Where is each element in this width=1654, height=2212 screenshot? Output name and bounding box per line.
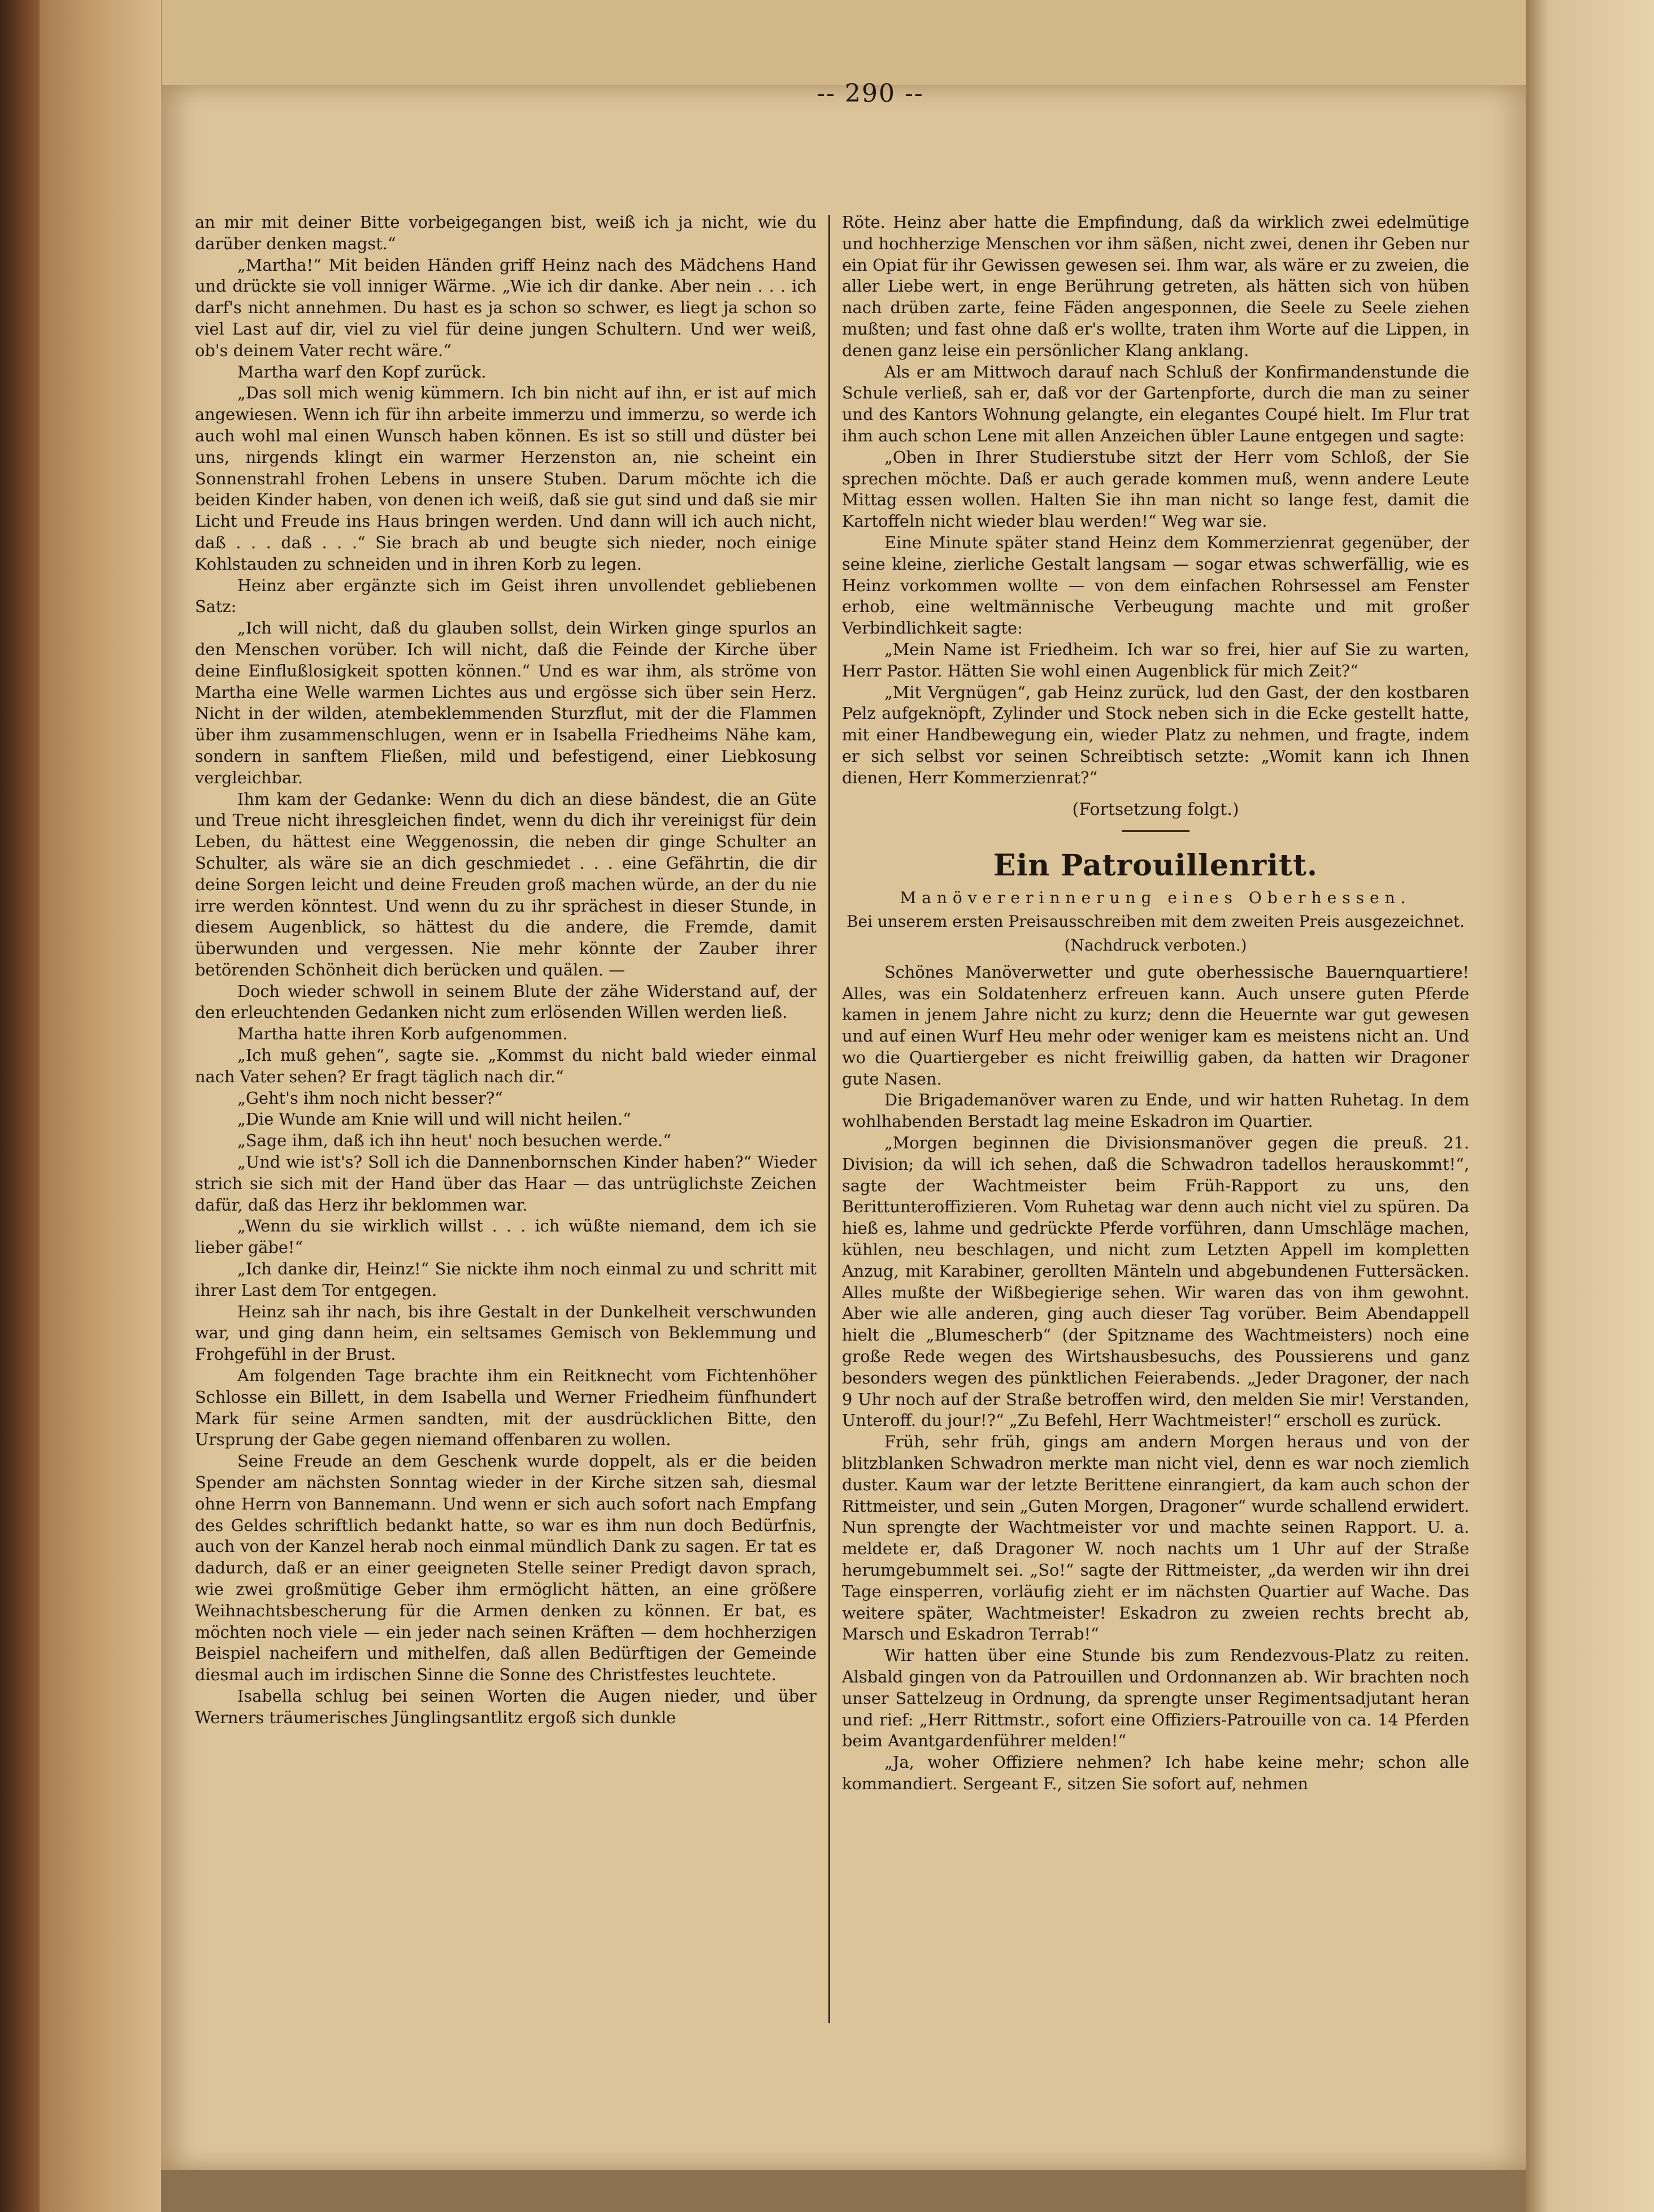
paragraph: Heinz aber ergänzte sich im Geist ihren unvollendet gebliebenen Satz: [195,575,817,617]
paragraph: Martha warf den Kopf zurück. [237,362,487,381]
paragraph: „Oben in Ihrer Studierstube sitzt der Herr vom Schloß, der Sie sprechen möchte. Daß er auch gerade kommen muß, wenn andere Leute Mittag essen wollen. Halten Sie ihn man nicht so lange fest, damit die Kartoffeln nicht wieder blau werden!“ Weg war sie. [842,447,1469,531]
paragraph: „Ich danke dir, Heinz!“ Sie nickte ihm noch einmal zu und schritt mit ihrer Last dem Tor entgegen. [195,1259,817,1300]
page-bottom-edge [161,2170,1526,2212]
paragraph: Schönes Manöverwetter und gute oberhessische Bauernquartiere! Alles, was ein Soldatenherz erfreuen kann. Auch unsere guten Pferde kamen in jenem Jahre nicht zu kurz; denn die Heuernte war gut gewesen und auf einen Wurf Heu mehr oder weniger kam es meistens nicht an. Und wo die Quartiergeber es nicht freiwillig gaben, da hatten wir Dragoner gute Nasen. [842,962,1469,1088]
paragraph: „Martha!“ Mit beiden Händen griff Heinz nach des Mädchens Hand und drückte sie voll inniger Wärme. „Wie ich dir danke. Aber nein . . . ich darf's nicht annehmen. Du hast es ja schon so schwer, es liegt ja schon so viel Last auf dir, viel zu viel für deine jungen Schultern. Und wer weiß, ob's deinem Vater recht wäre.“ [195,255,817,360]
paragraph: Früh, sehr früh, gings am andern Morgen heraus und von der blitzblanken Schwadron merkte man nicht viel, denn es war noch ziemlich duster. Kaum war der letzte Berittene einrangiert, da kam auch schon der Rittmeister, und sein „Guten Morgen, Dragoner“ wurde schallend erwidert. Nun sprengte der Wachtmeister vor und machte seinen Rapport. U. a. meldete er, daß Dragoner W. noch nachts um 1 Uhr auf der Straße herumgebummelt sei. „So!“ sagte der Rittmeister, „da werden wir ihn drei Tage einsperren, vorläufig zieht er im nächsten Quartier auf Wache. Das weitere später, Wachtmeister! Eskadron zu zweien rechts brecht ab, Marsch und Eskadron Terrab!“ [842,1432,1469,1644]
paragraph: „Geht's ihm noch nicht besser?“ [237,1088,503,1108]
paragraph: „Mein Name ist Friedheim. Ich war so frei, hier auf Sie zu warten, Herr Pastor. Hätten Sie wohl einen Augenblick für mich Zeit?“ [842,639,1469,680]
paragraph: Ihm kam der Gedanke: Wenn du dich an diese bändest, die an Güte und Treue nicht ihresgleichen findet, wenn du dich ihr vereinigst für dein Leben, du hättest eine Weggenossin, die neben dir ginge Schulter an Schulter, als wäre sie an dich geschmiedet . . . eine Gefährtin, die dir deine Sorgen leicht und deine Freuden groß machen würde, an der du nie irre werden könntest. Und wenn du zu ihr sprächest in dieser Stunde, in diesem Augenblick, so hättest du die andere, die Fremde, damit überwunden und vergessen. Nie mehr könnte der Zauber ihrer betörenden Schönheit dich berücken und quälen. — [195,789,817,979]
paragraph: Röte. Heinz aber hatte die Empfindung, daß da wirklich zwei edelmütige und hochherzige Menschen vor ihm säßen, nicht zwei, denen ihr Geben nur ein Opiat für ihr Gewissen gewesen sei. Ihm war, als wäre er zu zweien, die aller Liebe wert, in enge Berührung getreten, als hätten sich von hüben nach drüben zarte, feine Fäden angesponnen, die Seele zu Seele ziehen mußten; und fast ohne daß er's wollte, traten ihm Worte auf die Lippen, in denen ganz leise ein persönlicher Klang anklang. [842,212,1469,360]
paragraph: Eine Minute später stand Heinz dem Kommerzienrat gegenüber, der seine kleine, zierliche Gestalt langsam — sogar etwas schwerfällig, wie es Heinz vorkommen wollte — von dem einfachen Rohrsessel am Fenster erhob, eine weltmännische Verbeugung machte und mit großer Verbindlichkeit sagte: [842,532,1469,638]
article-title: Ein Patrouillenritt. [993,848,1318,883]
page-number: -- 290 -- [817,79,924,108]
paragraph: „Das soll mich wenig kümmern. Ich bin nicht auf ihn, er ist auf mich angewiesen. Wenn ich für ihn arbeite immerzu und immerzu, so werde ich auch wohl mal einen Wunsch haben können. Es ist so still und düster bei uns, nirgends klingt ein warmer Herzenston an, nie scheint ein Sonnenstrahl frohen Lebens in unsere Stuben. Darum möchte ich die beiden Kinder haben, von denen ich weiß, daß sie gut sind und daß sie mir Licht und Freude ins Haus bringen werden. Und dann will ich auch nicht, daß . . . daß . . .“ Sie brach ab und beugte sich nieder, noch einige Kohlstauden zu schneiden und in ihren Korb zu legen. [195,383,817,574]
paragraph: „Ja, woher Offiziere nehmen? Ich habe keine mehr; schon alle kommandiert. Sergeant F., sitzen Sie sofort auf, nehmen [842,1753,1469,1793]
paragraph: Doch wieder schwoll in seinem Blute der zähe Widerstand auf, der den erleuchtenden Gedanken nicht zum erlösenden Willen werden ließ. [195,981,817,1022]
next-page-edge [1526,0,1654,2212]
paragraph: „Mit Vergnügen“, gab Heinz zurück, lud den Gast, der den kostbaren Pelz aufgeknöpft, Zylinder und Stock neben sich in die Ecke gestellt hatte, mit einer Handbewegung ein, wieder Platz zu nehmen, und fragte, indem er sich selbst vor seinen Schreibtisch setzte: „Womit kann ich Ihnen dienen, Herr Kommerzienrat?“ [842,682,1469,787]
article-body [842,962,1469,1795]
paragraph: an mir mit deiner Bitte vorbeigegangen bist, weiß ich ja nicht, wie du darüber denken magst.“ [195,212,817,253]
paragraph: Martha hatte ihren Korb aufgenommen. [237,1024,568,1044]
novel-continuation-text [842,212,1469,789]
paragraph: „Wenn du sie wirklich willst . . . ich wüßte niemand, dem ich sie lieber gäbe!“ [195,1216,817,1257]
left-column [195,212,817,1729]
paragraph: „Morgen beginnen die Divisionsmanöver gegen die preuß. 21. Division; da will ich sehen, daß die Schwadron tadellos herauskommt!“, sagte der Wachtmeister beim Früh-Rapport zu uns, den Berittunteroffizieren. Vom Ruhetag war denn auch nicht viel zu spüren. Da hieß es, lahme und gedrückte Pferde vorführen, dann Umschläge machen, kühlen, neu beschlagen, und nicht zum Letzten Appell im kompletten Anzug, mit Karabiner, gerollten Mänteln und abgebundenen Futtersäcken. Alles mußte der Wißbegierige sehen. Wir waren das von ihm gewohnt. Aber wie alle anderen, ging auch dieser Tag vorüber. Beim Abendappell hielt die „Blumescherb“ (der Spitzname des Wachtmeisters) noch eine große Rede wegen des Wirtshausbesuchs, des Poussierens und ganz besonders wegen des pünktlichen Feierabends. „Jeder Dragoner, der nach 9 Uhr noch auf der Straße betroffen wird, den melden Sie mir! Verstanden, Unteroff. du jour!?“ „Zu Befehl, Herr Wachtmeister!“ erscholl es zurück. [842,1133,1469,1430]
continuation-note: (Fortsetzung folgt.) [1072,799,1239,819]
right-column [842,212,1469,1795]
reprint-note: (Nachdruck verboten.) [1064,935,1247,955]
paragraph: Heinz sah ihr nach, bis ihre Gestalt in der Dunkelheit verschwunden war, und ging dann heim, ein seltsames Gemisch von Beklemmung und Frohgefühl in der Brust. [195,1302,817,1364]
paragraph: „Die Wunde am Knie will und will nicht heilen.“ [237,1109,631,1129]
previous-page-edge [40,0,162,2212]
article-subtitle: Manövererinnerung eines Oberhessen. [900,888,1412,908]
paragraph: Wir hatten über eine Stunde bis zum Rendezvous-Platz zu reiten. Alsbald gingen von da Patrouillen und Ordonnanzen ab. Wir brachten noch unser Sattelzeug in Ordnung, da sprengte unser Regimentsadjutant heran und rief: „Herr Rittmstr., sofort eine Offiziers-Patrouille von ca. 14 Pferden beim Avantgardenführer melden!“ [842,1646,1469,1751]
paragraph: „Ich will nicht, daß du glauben sollst, dein Wirken ginge spurlos an den Menschen vorüber. Ich will nicht, daß die Feinde der Kirche über deine Einflußlosigkeit spotten können.“ Und es war ihm, als ströme von Martha eine Welle warmen Lichtes aus und ergösse sich über sein Herz. Nicht in der wilden, atembeklemmenden Sturzflut, mit der die Flammen über ihm zusammenschlugen, wenn er in Isabella Friedheims Nähe kam, sondern in sanftem Fließen, mild und befestigend, einer Liebkosung vergleichbar. [195,618,817,787]
paragraph: „Ich muß gehen“, sagte sie. „Kommst du nicht bald wieder einmal nach Vater sehen? Er fragt täglich nach dir.“ [195,1046,817,1086]
book-binding [0,0,40,2212]
paragraph: Am folgenden Tage brachte ihm ein Reitknecht vom Fichtenhöher Schlosse ein Billett, in dem Isabella und Werner Friedheim fünfhundert Mark für seine Armen sandten, mit der ausdrücklichen Bitte, den Ursprung der Gabe gegen niemand offenbaren zu wollen. [195,1366,817,1450]
column-divider [828,215,830,2023]
paragraph: Als er am Mittwoch darauf nach Schluß der Konfirmandenstunde die Schule verließ, sah er, daß vor der Gartenpforte, durch die man zu seiner und des Kantors Wohnung gelangte, ein elegantes Coupé hielt. Im Flur trat ihm auch schon Lene mit allen Anzeichen übler Laune entgegen und sagte: [842,362,1469,445]
prize-note: Bei unserem ersten Preisausschreiben mit dem zweiten Preis ausgezeichnet. [846,912,1465,931]
paragraph: „Und wie ist's? Soll ich die Dannenbornschen Kinder haben?“ Wieder strich sie sich mit der Hand über das Haar — das untrüglichste Zeichen dafür, daß das Herz ihr beklommen war. [195,1152,817,1215]
paragraph: Die Brigademanöver waren zu Ende, und wir hatten Ruhetag. In dem wohlhabenden Berstadt lag meine Eskadron im Quartier. [842,1090,1469,1131]
section-rule [1122,830,1190,832]
paragraph: „Sage ihm, daß ich ihn heut' noch besuchen werde.“ [237,1131,671,1151]
paragraph: Seine Freude an dem Geschenk wurde doppelt, als er die beiden Spender am nächsten Sonntag wieder in der Kirche sitzen sah, diesmal ohne Herrn von Bannemann. Und wenn er sich auch sofort nach Empfang des Geldes schriftlich bedankt hatte, so war es ihm nun doch Bedürfnis, auch von der Kanzel herab noch einmal mündlich Dank zu sagen. Er tat es dadurch, daß er an einer geeigneten Stelle seiner Predigt davon sprach, wie zwei großmütige Geber ihm ermöglicht hätten, an eine größere Weihnachtsbescherung für die Armen denken zu können. Er bat, es möchten noch viele — ein jeder nach seinen Kräften — dem hochherzigen Beispiel nacheifern und mithelfen, daß allen Bedürftigen der Gemeinde diesmal auch im irdischen Sinne die Sonne des Christfestes leuchtete. [195,1451,817,1685]
paragraph: Isabella schlug bei seinen Worten die Augen nieder, und über Werners träumerisches Jünglingsantlitz ergoß sich dunkle [195,1686,817,1727]
